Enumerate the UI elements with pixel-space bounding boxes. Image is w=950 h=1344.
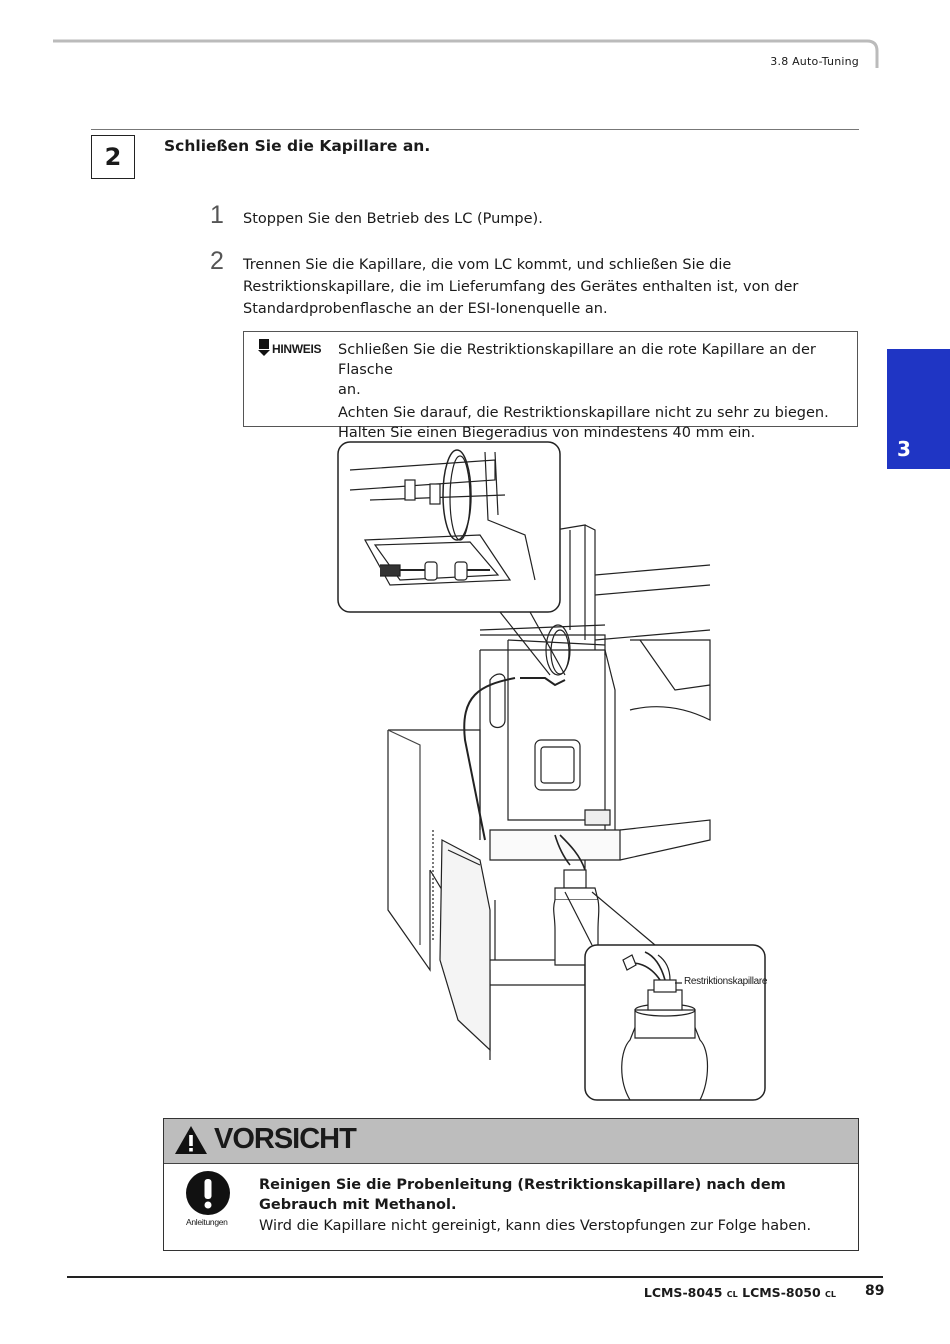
warning-triangle-icon <box>174 1125 208 1155</box>
caution-icon-label: Anleitungen <box>186 1217 228 1227</box>
substep-2-number: 2 <box>210 247 224 275</box>
footer-rule <box>67 1276 883 1278</box>
chapter-tab-number: 3 <box>897 437 911 461</box>
caution-instruction-line-2: Gebrauch mit Methanol. <box>259 1197 457 1213</box>
note-text <box>338 340 853 446</box>
caution-instruction-line-1: Reinigen Sie die Probenleitung (Restriktionskapillare) nach dem <box>259 1177 786 1193</box>
substep-1-number: 1 <box>210 201 224 229</box>
caution-title: VORSICHT <box>214 1123 356 1155</box>
note-icon <box>258 339 270 357</box>
substep-2-text <box>243 254 798 320</box>
chapter-tab[interactable] <box>887 349 950 469</box>
caution-consequence: Wird die Kapillare nicht gereinigt, kann dies Verstopfungen zur Folge haben. <box>259 1218 812 1234</box>
substep-2-line-3: Standardprobenflasche an der ESI-Ionenquelle an. <box>243 301 608 317</box>
instrument-illustration <box>330 440 770 1105</box>
substep-2-line-2: Restriktionskapillare, die im Lieferumfang des Gerätes enthalten ist, von der <box>243 279 799 295</box>
step-number-box <box>91 135 135 179</box>
footer-models <box>644 1285 836 1300</box>
callout-label: Restriktionskapillare <box>684 976 768 987</box>
substep-1-text: Stoppen Sie den Betrieb des LC (Pumpe). <box>243 211 543 227</box>
step-title: Schließen Sie die Kapillare an. <box>164 137 431 155</box>
footer-model-a-suffix: CL <box>726 1290 738 1299</box>
note-box <box>243 331 858 441</box>
caution-header <box>164 1119 858 1164</box>
footer-model-b-suffix: CL <box>825 1290 836 1299</box>
note-label: HINWEIS <box>272 342 322 356</box>
footer-model-b: LCMS-8050 <box>742 1285 821 1300</box>
substep-2-line-1: Trennen Sie die Kapillare, die vom LC kommt, und schließen Sie die <box>243 257 732 273</box>
header-rule <box>0 0 950 80</box>
footer-model-a: LCMS-8045 <box>643 1285 723 1300</box>
caution-instruction <box>259 1175 849 1215</box>
step-rule <box>91 129 859 130</box>
caution-box <box>163 1118 859 1251</box>
note-line-1: Schließen Sie die Restriktionskapillare an die rote Kapillare an der Flasche an. <box>338 342 816 398</box>
note-line-2: Achten Sie darauf, die Restriktionskapillare nicht zu sehr zu biegen. Halten Sie einen Biegeradius von mindestens 40 mm ein. <box>338 405 829 441</box>
instruction-exclamation-icon <box>185 1170 231 1216</box>
section-header: 3.8 Auto-Tuning <box>770 55 859 68</box>
page-number: 89 <box>865 1283 885 1299</box>
step-number: 2 <box>104 143 122 171</box>
